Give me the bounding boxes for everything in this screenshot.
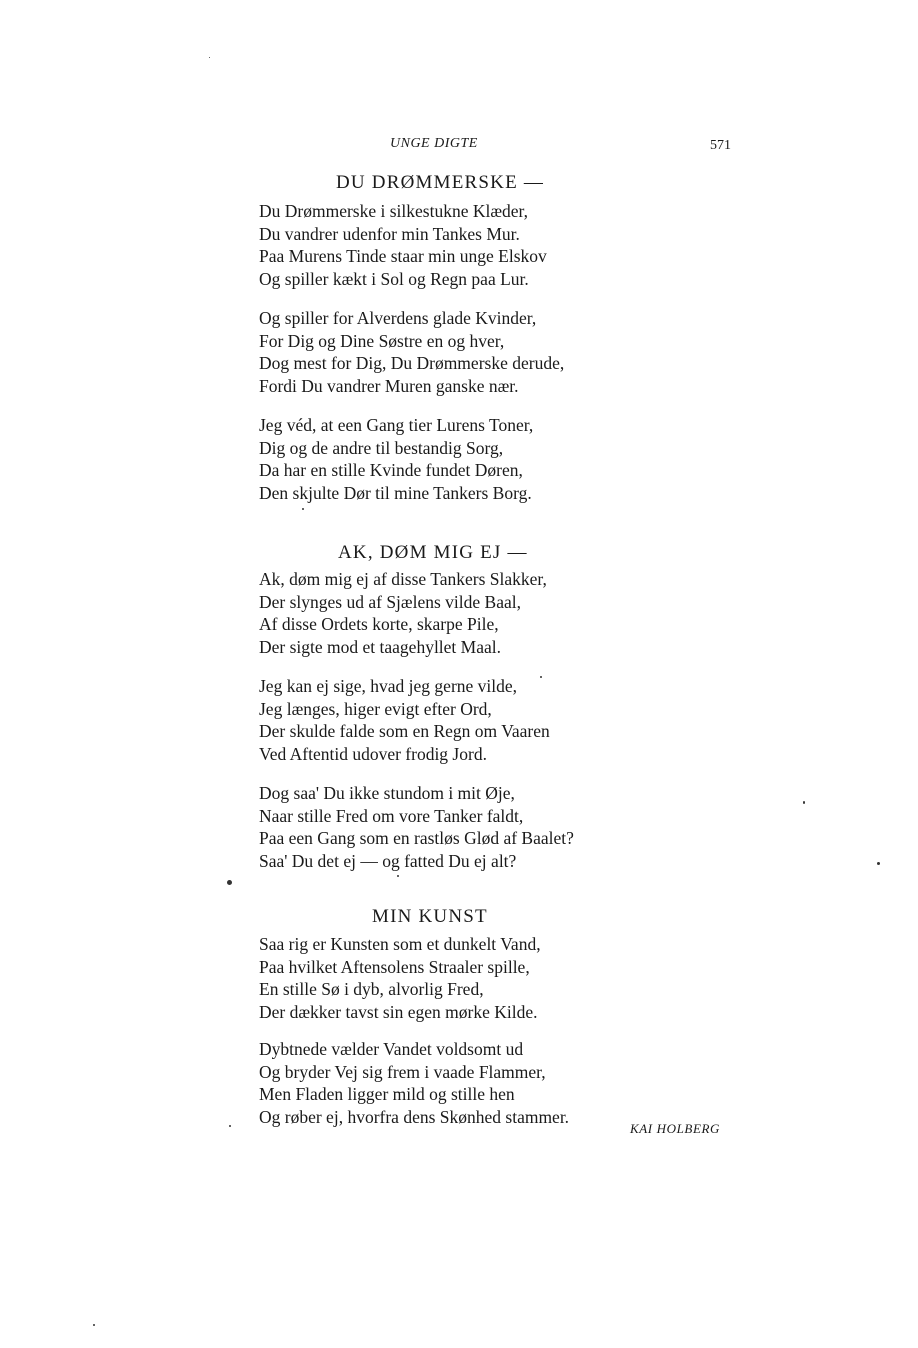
scan-speck bbox=[93, 1324, 95, 1326]
stanza bbox=[259, 568, 547, 659]
poem-line: Saa rig er Kunsten som et dunkelt Vand, bbox=[259, 934, 541, 954]
scan-speck bbox=[877, 862, 880, 865]
stanza bbox=[259, 675, 550, 766]
poem-line: Af disse Ordets korte, skarpe Pile, bbox=[259, 614, 499, 635]
scan-speck bbox=[209, 57, 210, 58]
poem-line: Fordi Du vandrer Muren ganske nær. bbox=[259, 376, 519, 397]
poem-line: Ved Aftentid udover frodig Jord. bbox=[259, 744, 487, 765]
scan-speck bbox=[803, 801, 805, 804]
poem-line: Den skjulte Dør til mine Tankers Borg. bbox=[259, 483, 532, 504]
poem-line: Du Drømmerske i silkestukne Klæder, bbox=[259, 201, 529, 221]
poem-line: Dog mest for Dig, Du Drømmerske derude, bbox=[259, 353, 565, 374]
poem-line: Jeg véd, at een Gang tier Lurens Toner, bbox=[259, 415, 534, 435]
poem-line: Og bryder Vej sig frem i vaade Flammer, bbox=[259, 1061, 546, 1082]
poem-line: Dybtnede vælder Vandet voldsomt ud bbox=[259, 1039, 524, 1059]
poem-line: Der skulde falde som en Regn om Vaaren bbox=[259, 721, 550, 742]
poem-line: Paa Murens Tinde staar min unge Elskov bbox=[259, 246, 547, 267]
stanza bbox=[259, 933, 541, 1024]
poem-title-min-kunst: MIN KUNST bbox=[372, 906, 488, 927]
poem-line: Ak, døm mig ej af disse Tankers Slakker, bbox=[259, 569, 547, 589]
stanza bbox=[259, 782, 574, 873]
poem-line: Paa hvilket Aftensolens Straaler spille, bbox=[259, 956, 530, 977]
stanza bbox=[259, 414, 533, 505]
poem-line: Der slynges ud af Sjælens vilde Baal, bbox=[259, 591, 521, 612]
stanza bbox=[259, 307, 564, 398]
scan-speck bbox=[229, 1125, 231, 1127]
poem-line: Og spiller kækt i Sol og Regn paa Lur. bbox=[259, 269, 529, 290]
author-signature: KAI HOLBERG bbox=[630, 1121, 721, 1136]
poem-line: Der sigte mod et taagehyllet Maal. bbox=[259, 637, 502, 658]
page-number: 571 bbox=[710, 138, 731, 153]
poem-line: Da har en stille Kvinde fundet Døren, bbox=[259, 460, 523, 481]
poem-title-du-drommerske: DU DRØMMERSKE — bbox=[336, 172, 545, 193]
scan-speck bbox=[227, 880, 232, 885]
poem-line: Paa een Gang som en rastløs Glød af Baalet? bbox=[259, 828, 574, 849]
scan-speck bbox=[397, 875, 399, 877]
running-head: UNGE DIGTE bbox=[390, 136, 478, 151]
poem-line: Jeg længes, higer evigt efter Ord, bbox=[259, 698, 492, 719]
poem-line: Og spiller for Alverdens glade Kvinder, bbox=[259, 308, 537, 328]
poem-line: Du vandrer udenfor min Tankes Mur. bbox=[259, 223, 520, 244]
poem-title-ak-dom-mig-ej: AK, DØM MIG EJ — bbox=[338, 542, 528, 563]
poem-line: Saa' Du det ej — og fatted Du ej alt? bbox=[259, 851, 517, 872]
poem-line: En stille Sø i dyb, alvorlig Fred, bbox=[259, 979, 484, 1000]
poem-line: Og røber ej, hvorfra dens Skønhed stammer. bbox=[259, 1107, 570, 1128]
poem-line: Naar stille Fred om vore Tanker faldt, bbox=[259, 805, 524, 826]
poem-line: Dig og de andre til bestandig Sorg, bbox=[259, 437, 504, 458]
poem-line: Jeg kan ej sige, hvad jeg gerne vilde, bbox=[259, 676, 518, 696]
stanza bbox=[259, 200, 547, 291]
poem-line: Der dækker tavst sin egen mørke Kilde. bbox=[259, 1002, 538, 1023]
poem-line: Men Fladen ligger mild og stille hen bbox=[259, 1084, 515, 1105]
stanza bbox=[259, 1038, 569, 1129]
scan-speck bbox=[540, 676, 542, 678]
poem-line: Dog saa' Du ikke stundom i mit Øje, bbox=[259, 783, 515, 803]
poem-line: For Dig og Dine Søstre en og hver, bbox=[259, 330, 505, 351]
scan-speck bbox=[302, 508, 304, 510]
